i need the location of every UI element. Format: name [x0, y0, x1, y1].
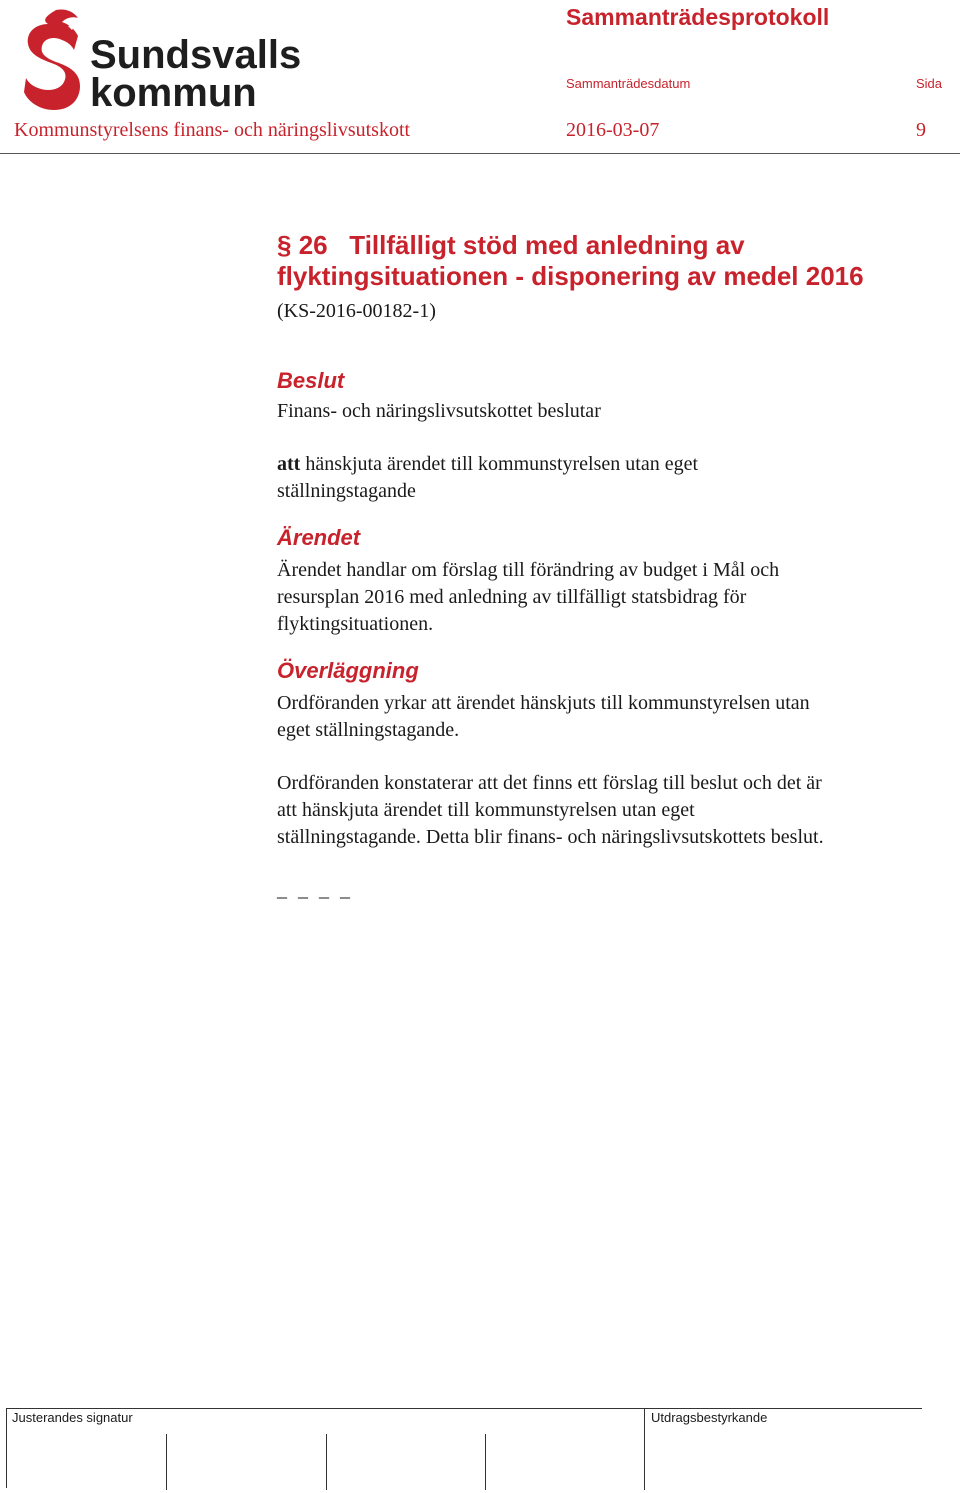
- meeting-date-label: Sammanträdesdatum: [566, 76, 691, 91]
- end-marker: _ _ _ _: [277, 879, 353, 901]
- beslut-intro: Finans- och näringslivsutskottet beslutar: [277, 400, 601, 422]
- att-keyword: att: [277, 453, 301, 475]
- signature-table-left-border: [6, 1408, 7, 1488]
- overlaggning-heading: Överläggning: [277, 658, 419, 683]
- utdragsbestyrkande-label: Utdragsbestyrkande: [651, 1410, 768, 1425]
- beslut-decision-line1: hänskjuta ärendet till kommunstyrelsen utan eget: [300, 453, 699, 475]
- arendet-text: [277, 557, 927, 638]
- arendet-line1: Ärendet handlar om förslag till förändring av budget i Mål och: [277, 559, 780, 581]
- paragraph-title-line2: flyktingsituationen - disponering av medel 2016: [277, 261, 864, 291]
- beslut-decision: [277, 451, 927, 505]
- signature-divider: [485, 1434, 486, 1490]
- paragraph-title-text-1: Tillfälligt stöd med anledning av: [349, 230, 745, 260]
- arendet-line3: flyktingsituationen.: [277, 613, 434, 635]
- arendet-heading: Ärendet: [277, 525, 361, 550]
- header-divider: [0, 153, 960, 154]
- section-symbol: §: [277, 230, 292, 260]
- overlaggning-p1-line1: Ordföranden yrkar att ärendet hänskjuts till kommunstyrelsen utan: [277, 692, 810, 714]
- paragraph-number: 26: [298, 230, 328, 260]
- beslut-decision-line2: ställningstagande: [277, 480, 416, 502]
- signature-divider: [644, 1408, 645, 1490]
- overlaggning-p2-line2: att hänskjuta ärendet till kommunstyrelsen utan eget: [277, 799, 695, 821]
- justerandes-signatur-label: Justerandes signatur: [12, 1410, 133, 1425]
- logo-wordmark-line1: Sundsvalls: [90, 33, 302, 77]
- committee-name: Kommunstyrelsens finans- och näringslivsutskott: [14, 119, 411, 141]
- logo-wordmark-line2: kommun: [90, 71, 257, 115]
- signature-divider: [326, 1434, 327, 1490]
- overlaggning-paragraph-1: [277, 690, 927, 744]
- document-type: Sammanträdesprotokoll: [566, 4, 830, 30]
- signature-table-top-border: [6, 1408, 922, 1409]
- overlaggning-p2-line1: Ordföranden konstaterar att det finns ett förslag till beslut och det är: [277, 772, 822, 794]
- overlaggning-paragraph-2: [277, 770, 927, 851]
- protocol-paragraph: [277, 230, 927, 902]
- overlaggning-p2-line3: ställningstagande. Detta blir finans- och näringslivsutskottets beslut.: [277, 826, 824, 848]
- municipality-logo: [18, 6, 308, 118]
- signature-divider: [166, 1434, 167, 1490]
- meeting-date: 2016-03-07: [566, 119, 660, 141]
- paragraph-title: [277, 230, 927, 292]
- overlaggning-p1-line2: eget ställningstagande.: [277, 719, 460, 741]
- dragon-emblem-icon: [24, 9, 80, 110]
- paragraph-title-line1: [277, 230, 927, 261]
- page-number: 9: [916, 119, 926, 141]
- arendet-line2: resursplan 2016 med anledning av tillfälligt statsbidrag för: [277, 586, 747, 608]
- beslut-heading: Beslut: [277, 368, 345, 393]
- case-reference: (KS-2016-00182-1): [277, 300, 436, 322]
- page-label: Sida: [916, 76, 943, 91]
